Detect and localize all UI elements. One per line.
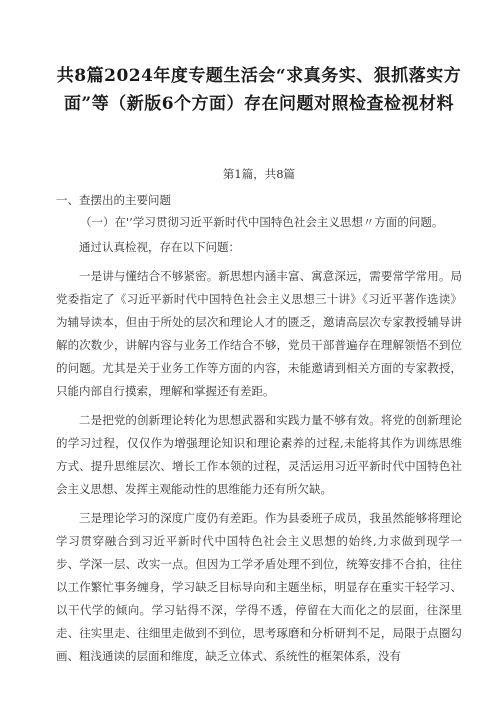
section-heading: 一、查摆出的主要问题 xyxy=(56,193,171,207)
body-paragraph-3: 三是理论学习的深度广度仍有差距。作为县委班子成员，我虽然能够将理论学习贯穿融合到习近平新时代中国特色社会主义思想的始终,力求做到现学一步、学深一层、改实一点。但因为工学矛盾处理不到位，统筹安排不合拍，往往以工作繁忙事务缠身，学习缺乏目标导向和主题坐标，明显存在重实干轻学习、以干代学的倾向。学习钻得不深，学得不透，停留在大而化之的层面，往深里走、往实里走、往细里走做到不到位，思考琢磨和分析研判不足，局限于点圈勾画、粗浅通读的层面和维度，缺乏立体式、系统性的框架体系，没有 xyxy=(56,511,462,663)
body-paragraph-2: 二是把党的创新理论转化为思想武器和实践力量不够有效。将党的创新理论的学习过程，仅仅作为增强理论知识和理论素养的过程,未能将其作为训练思维方式、提升思维层次、增长工作本领的过程，灵活运用习近平新时代中国特色社会主义思想、发挥主观能动性的思维能力还有所欠缺。 xyxy=(56,413,462,496)
part-label: 第1篇，共8篇 xyxy=(222,167,296,181)
document-title-line-2: 面”等（新版6个方面）存在问题对照检查检视材料 xyxy=(63,94,455,114)
document-title xyxy=(56,62,462,118)
body-paragraph-1: 一是讲与懂结合不够紧密。新思想内涵丰富、寓意深远，需要常学常用。局党委指定了《习近平新时代中国特色社会主义思想三十讲》《习近平著作选读》为辅导读本，但由于所处的层次和理论人才的匮乏，邀请高层次专家教授辅导讲解的次数少，讲解内容与业务工作结合不够，党员干部普遍存在理解领悟不到位的问题。尤其是关于业务工作等方面的内容，未能邀请到相关方面的专家教授，只能内部自行摸索，理解和掌握还有差距。 xyxy=(56,269,462,398)
subsection-heading: （一）在'’学习贯彻习近平新时代中国特色社会主义思想〃方面的问题。 xyxy=(80,215,444,229)
document-title-line-1: 共8篇2024年度专题生活会“求真务实、狠抓落实方 xyxy=(56,66,462,86)
body-paragraph-intro: 通过认真检视，存在以下问题： xyxy=(79,240,240,254)
